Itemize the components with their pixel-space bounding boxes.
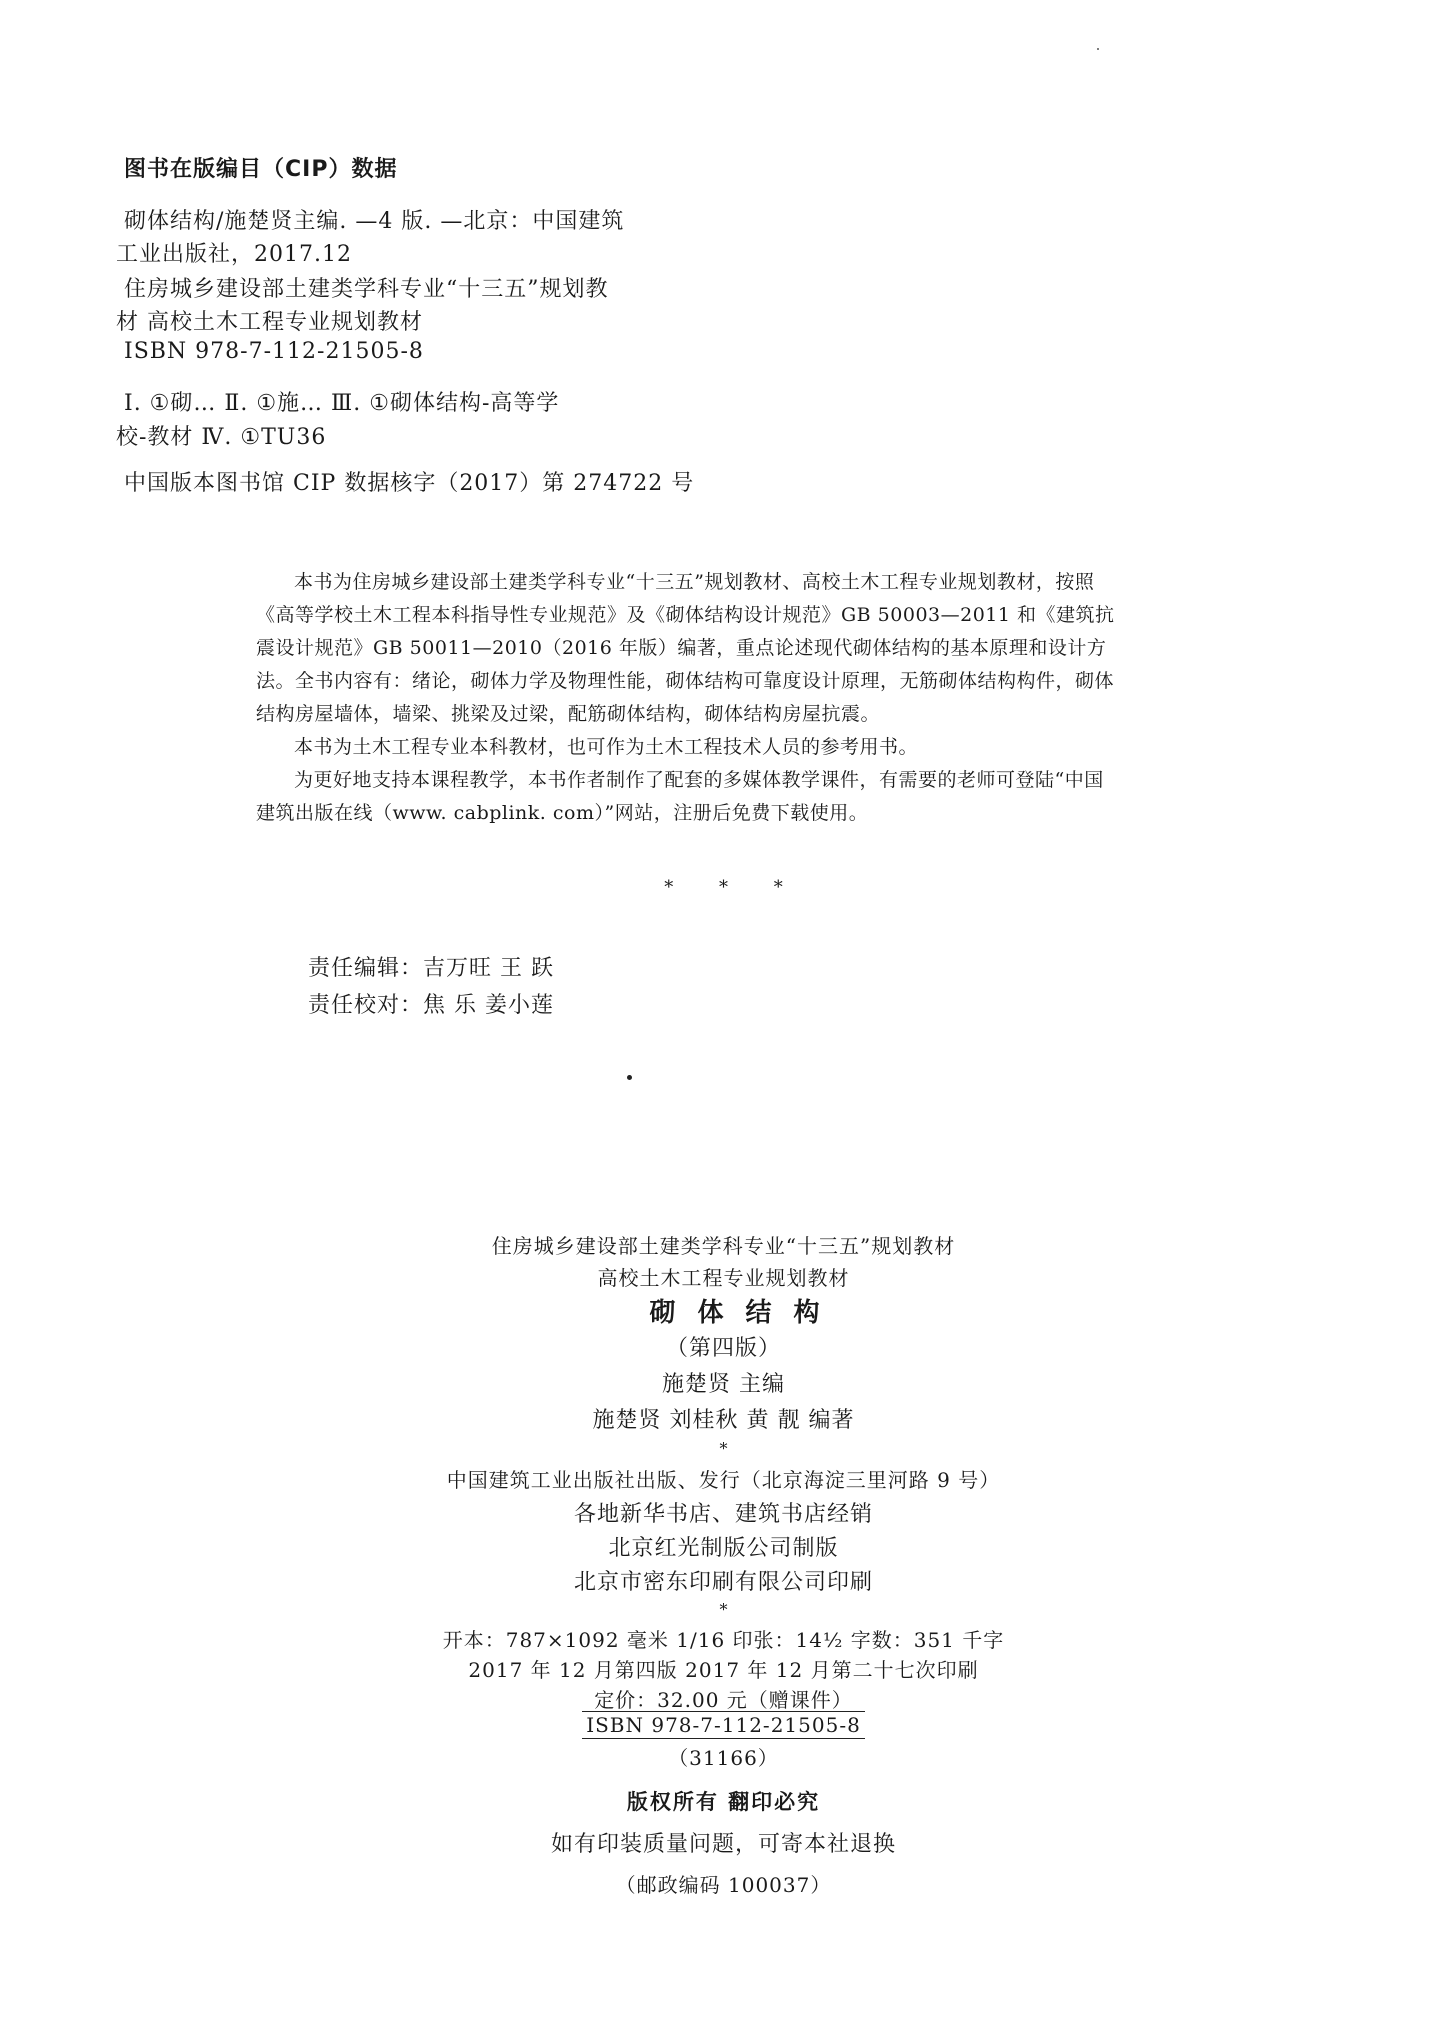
colophon-isbn-wrap — [0, 1711, 1447, 1739]
section-separator: * * * — [664, 877, 783, 898]
colophon-return-notice: 如有印装质量问题，可寄本社退换 — [550, 1832, 896, 1857]
colophon-plate-maker: 北京红光制版公司制版 — [608, 1536, 839, 1561]
colophon-isbn: ISBN 978-7-112-21505-8 — [582, 1711, 865, 1739]
colophon-copyright: 版权所有 翻印必究 — [626, 1790, 821, 1814]
colophon-format: 开本：787×1092 毫米 1/16 印张：14½ 字数：351 千字 — [442, 1628, 1005, 1652]
colophon-authors: 施楚贤 刘桂秋 黄 靓 编著 — [592, 1408, 855, 1433]
cip-line-4: 材 高校土木工程专业规划教材 — [116, 310, 423, 335]
colophon-code: （31166） — [668, 1746, 779, 1770]
colophon-star-1: * — [719, 1439, 728, 1458]
cip-isbn: ISBN 978-7-112-21505-8 — [124, 339, 424, 364]
scan-speck — [1097, 48, 1099, 50]
cip-line-3: 住房城乡建设部土建类学科专业“十三五”规划教 — [124, 277, 609, 302]
colophon-star-2: * — [719, 1600, 728, 1619]
colophon-edition: （第四版） — [665, 1336, 781, 1361]
cip-line-6: Ⅰ. ①砌… Ⅱ. ①施… Ⅲ. ①砌体结构-高等学 — [124, 391, 560, 416]
cip-heading: 图书在版编目（CIP）数据 — [124, 157, 398, 182]
responsible-editor: 责任编辑：吉万旺 王 跃 — [308, 956, 554, 981]
cip-line-1: 砌体结构/施楚贤主编. —4 版. —北京：中国建筑 — [124, 209, 625, 234]
colophon-distributor: 各地新华书店、建筑书店经销 — [573, 1502, 873, 1527]
colophon-publisher: 中国建筑工业出版社出版、发行（北京海淀三里河路 9 号） — [446, 1468, 1001, 1492]
cip-verification: 中国版本图书馆 CIP 数据核字（2017）第 274722 号 — [124, 471, 695, 496]
description-paragraph-3: 为更好地支持本课程教学，本书作者制作了配套的多媒体教学课件，有需要的老师可登陆“中国建筑出版在线（www. cabplink. com）”网站，注册后免费下载使用。 — [256, 769, 1104, 824]
book-description — [256, 566, 1116, 830]
responsible-proofreader: 责任校对：焦 乐 姜小莲 — [308, 993, 554, 1018]
description-paragraph-1: 本书为住房城乡建设部土建类学科专业“十三五”规划教材、高校土木工程专业规划教材，按照《高等学校土木工程本科指导性专业规范》及《砌体结构设计规范》GB 50003—2011 和《建筑抗震设计规范》GB 50011—2010（2016 年版）编著，重点论述现代砌体结构的基本原理和设计方法。全书内容有：绪论，砌体力学及物理性能，砌体结构可靠度设计原理，无筋砌体结构构件，砌体结构房屋墙体，墙梁、挑梁及过梁，配筋砌体结构，砌体结构房屋抗震。 — [256, 571, 1115, 725]
cip-line-2: 工业出版社，2017.12 — [116, 242, 352, 267]
colophon-series-1: 住房城乡建设部土建类学科专业“十三五”规划教材 — [491, 1234, 956, 1258]
description-paragraph-2: 本书为土木工程专业本科教材，也可作为土木工程技术人员的参考用书。 — [294, 736, 919, 758]
colophon-chief-editor: 施楚贤 主编 — [662, 1372, 785, 1397]
colophon-book-title: 砌体结构 — [649, 1298, 842, 1328]
colophon-postcode: （邮政编码 100037） — [615, 1873, 832, 1897]
colophon-printer: 北京市密东印刷有限公司印刷 — [573, 1570, 873, 1595]
scan-dot — [627, 1075, 632, 1080]
cip-line-7: 校-教材 Ⅳ. ①TU36 — [116, 425, 327, 450]
colophon-edition-info: 2017 年 12 月第四版 2017 年 12 月第二十七次印刷 — [468, 1658, 979, 1682]
colophon-price: 定价：32.00 元（赠课件） — [594, 1688, 853, 1712]
colophon-series-2: 高校土木工程专业规划教材 — [597, 1266, 850, 1290]
